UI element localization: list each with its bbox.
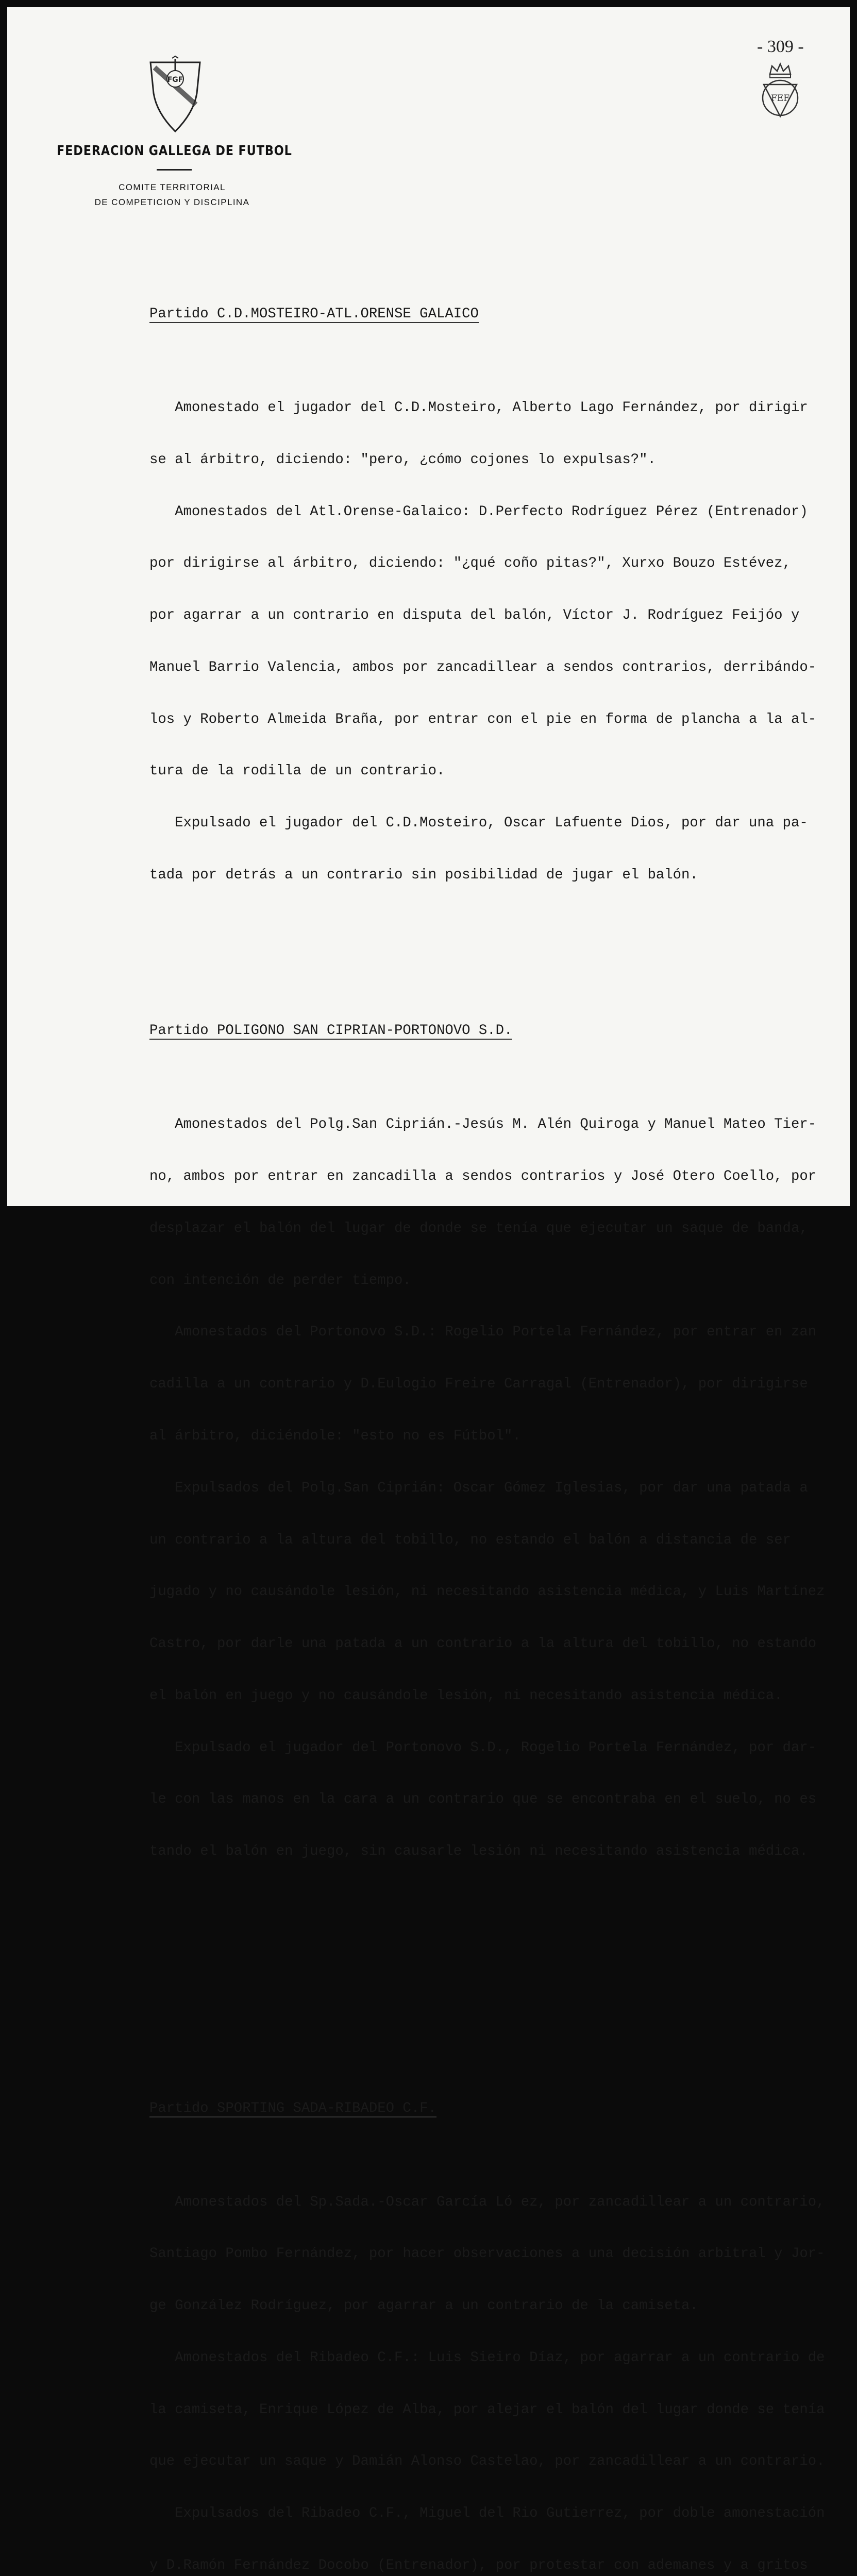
crown-emblem-icon bbox=[759, 59, 802, 120]
text-line: tura de la rodilla de un contrario. bbox=[149, 763, 445, 779]
text-line: que ejecutar un saque y Damián Alonso Castelao, por zancadillear a un contrario. bbox=[149, 2453, 825, 2470]
match-section bbox=[149, 271, 825, 919]
document-body bbox=[149, 219, 825, 2576]
text-line: Amonestados del Portonovo S.D.: Rogelio Portela Fernández, por entrar en zan bbox=[149, 1324, 817, 1341]
text-line: cadilla a un contrario y D.Eulogio Freire Carragal (Entrenador), por dirigirse bbox=[149, 1376, 808, 1393]
committee-line-1: COMITE TERRITORIAL bbox=[119, 182, 226, 192]
text-line: jugado y no causándole lesión, ni necesitando asistencia médica, y Luis Martínez bbox=[149, 1584, 825, 1600]
document-page bbox=[7, 7, 850, 2573]
committee-line-2: DE COMPETICION Y DISCIPLINA bbox=[94, 197, 250, 207]
text-line: Expulsados del Ribadeo C.F., Miguel del Rio Gutierrez, por doble amonestación bbox=[149, 2505, 825, 2522]
text-line: Expulsado el jugador del C.D.Mosteiro, Oscar Lafuente Dios, por dar una pa- bbox=[149, 815, 808, 832]
text-line: tando el balón en juego, sin causarle lesión ni necesitando asistencia médica. bbox=[149, 1843, 808, 1860]
text-line: Amonestados del Sp.Sada.-Oscar García Ló ez, por zancadillear a un contrario, bbox=[149, 2194, 825, 2210]
text-line: Amonestados del Atl.Orense-Galaico: D.Perfecto Rodríguez Pérez (Entrenador) bbox=[149, 503, 808, 520]
text-line: Castro, por darle una patada a un contrario a la altura del tobillo, no estando bbox=[149, 1636, 817, 1652]
text-line: el balón en juego y no causándole lesión, ni necesitando asistencia médica. bbox=[149, 1687, 783, 1704]
page-number: - 309 - bbox=[757, 37, 804, 56]
text-line: Expulsados del Polg.San Ciprián: Oscar Gómez Iglesias, por dar una patada a bbox=[149, 1480, 808, 1496]
match-title: Partido POLIGONO SAN CIPRIAN-PORTONOVO S.D. bbox=[149, 1023, 513, 1039]
spanish-federation-logo bbox=[759, 59, 802, 122]
text-line: Amonestados del Ribadeo C.F.: Luis Sieiro Díaz, por agarrar a un contrario de bbox=[149, 2349, 825, 2366]
text-line: la camiseta, Enrique López de Alba, por alejar el balón del lugar donde se tenía bbox=[149, 2401, 825, 2418]
text-line: un contrario a la altura del tobillo, no estando el balón a distancia de ser bbox=[149, 1532, 791, 1548]
text-line: tada por detrás a un contrario sin posibilidad de jugar el balón. bbox=[149, 867, 698, 883]
text-line: Manuel Barrio Valencia, ambos por zancadillear a sendos contrarios, derribándo- bbox=[149, 659, 817, 675]
shield-icon bbox=[147, 56, 203, 133]
header-divider bbox=[157, 169, 192, 171]
match-section bbox=[149, 988, 825, 1895]
left-emblem-text: FGF bbox=[167, 76, 183, 84]
text-line: no, ambos por entrar en zancadilla a sendos contrarios y José Otero Coello, por bbox=[149, 1168, 817, 1185]
match-section bbox=[149, 2065, 825, 2576]
text-line: Amonestado el jugador del C.D.Mosteiro, Alberto Lago Fernández, por dirigir bbox=[149, 399, 808, 416]
text-line: Expulsado el jugador del Portonovo S.D., Rogelio Portela Fernández, por dar- bbox=[149, 1739, 817, 1756]
right-emblem-text: FEF bbox=[770, 93, 790, 104]
text-line: Amonestados del Polg.San Ciprián.-Jesús M. Alén Quiroga y Manuel Mateo Tier- bbox=[149, 1116, 817, 1133]
text-line: con intención de perder tiempo. bbox=[149, 1272, 411, 1289]
text-line: le con las manos en la cara a un contrario que se encontraba en el suelo, no es bbox=[149, 1791, 817, 1808]
committee-name bbox=[69, 180, 275, 210]
match-title: Partido SPORTING SADA-RIBADEO C.F. bbox=[149, 2100, 436, 2116]
text-line: por dirigirse al árbitro, diciendo: "¿qué coño pitas?", Xurxo Bouzo Estévez, bbox=[149, 555, 791, 572]
text-line: los y Roberto Almeida Braña, por entrar con el pie en forma de plancha a la al- bbox=[149, 711, 817, 727]
text-line: por agarrar a un contrario en disputa del balón, Víctor J. Rodríguez Feijóo y bbox=[149, 607, 800, 624]
text-line: y D.Ramón Fernández Docobo (Entrenador), por protestar con ademanes y a gritos bbox=[149, 2557, 808, 2573]
text-line: Santiago Pombo Fernández, por hacer observaciones a una decisión arbitral y Jor- bbox=[149, 2246, 825, 2262]
federation-shield-logo bbox=[147, 56, 203, 136]
text-line: al árbitro, diciéndole: "esto no es Fútbol". bbox=[149, 1428, 521, 1444]
match-title: Partido C.D.MOSTEIRO-ATL.ORENSE GALAICO bbox=[149, 306, 479, 322]
organization-name: FEDERACION GALLEGA DE FUTBOL bbox=[57, 143, 292, 159]
text-line: desplazar el balón del lugar de donde se tenía que ejecutar un saque de banda, bbox=[149, 1220, 808, 1236]
text-line: ge González Rodríguez, por agarrar a un contrario de la camiseta. bbox=[149, 2298, 698, 2314]
text-line: se al árbitro, diciendo: "pero, ¿cómo cojones lo expulsas?". bbox=[149, 451, 656, 468]
